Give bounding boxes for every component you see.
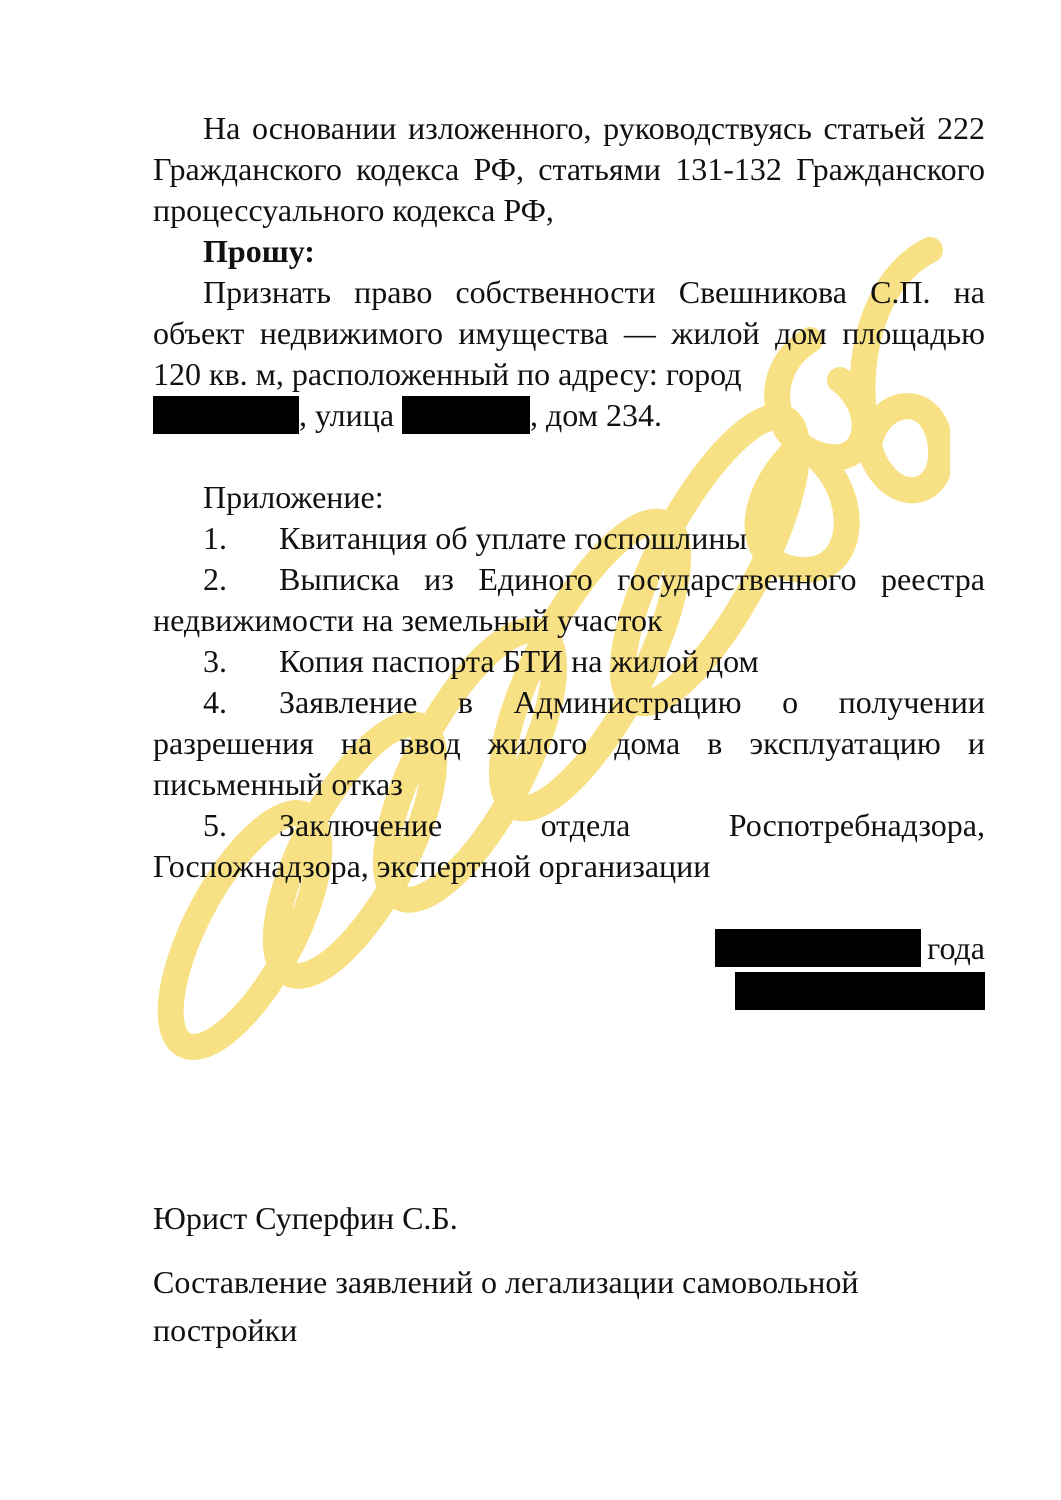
appendix-item-text: Копия паспорта БТИ на жилой дом [279,643,759,679]
date-line [715,928,985,969]
date-suffix: года [927,930,985,966]
footer-author: Юрист Суперфин С.Б. [153,1200,458,1236]
request-text: Признать право собственности Свешникова С.П. на объект недвижимого имущества — жилой дом площадью 120 кв. м, расположенный по адресу: город [153,274,985,392]
footer [153,1196,985,1354]
appendix-item-number: 2. [203,561,227,597]
appendix-item-text: Выписка из Единого государственного реестра недвижимости на земельный участок [153,561,985,638]
appendix-item [153,518,985,559]
appendix-item-number: 3. [203,643,227,679]
request-text-street: , улица [299,397,395,433]
appendix-item [153,559,985,641]
request-paragraph [153,272,985,436]
appendix-item-text: Заявление в Администрацию о получении разрешения на ввод жилого дома в эксплуатацию и письменный отказ [153,684,985,802]
appendix-item [153,641,985,682]
redacted-date [715,929,921,967]
appendix-item-text: Квитанция об уплате госпошлины [279,520,747,556]
appendix-item-number: 1. [203,520,227,556]
redacted-city [153,396,299,434]
appendix-item-text: Заключение отдела Роспотребнадзора, Госпожнадзора, экспертной организации [153,807,985,884]
document-body [153,108,985,887]
appendix-heading: Приложение: [203,479,384,515]
request-heading: Прошу: [203,233,315,269]
spacer [153,436,985,477]
request-text-house: , дом 234. [530,397,662,433]
basis-paragraph: На основании изложенного, руководствуясь статьей 222 Гражданского кодекса РФ, статьями 131-132 Гражданского процессуального кодекса РФ, [153,110,985,228]
redacted-signature [735,972,985,1010]
appendix-item [153,682,985,805]
appendix-item [153,805,985,887]
date-signature-block [685,928,985,1012]
redacted-street [402,396,530,434]
footer-caption: Составление заявлений о легализации самовольной постройки [153,1264,859,1348]
appendix-item-number: 5. [203,807,227,843]
appendix-item-number: 4. [203,684,227,720]
